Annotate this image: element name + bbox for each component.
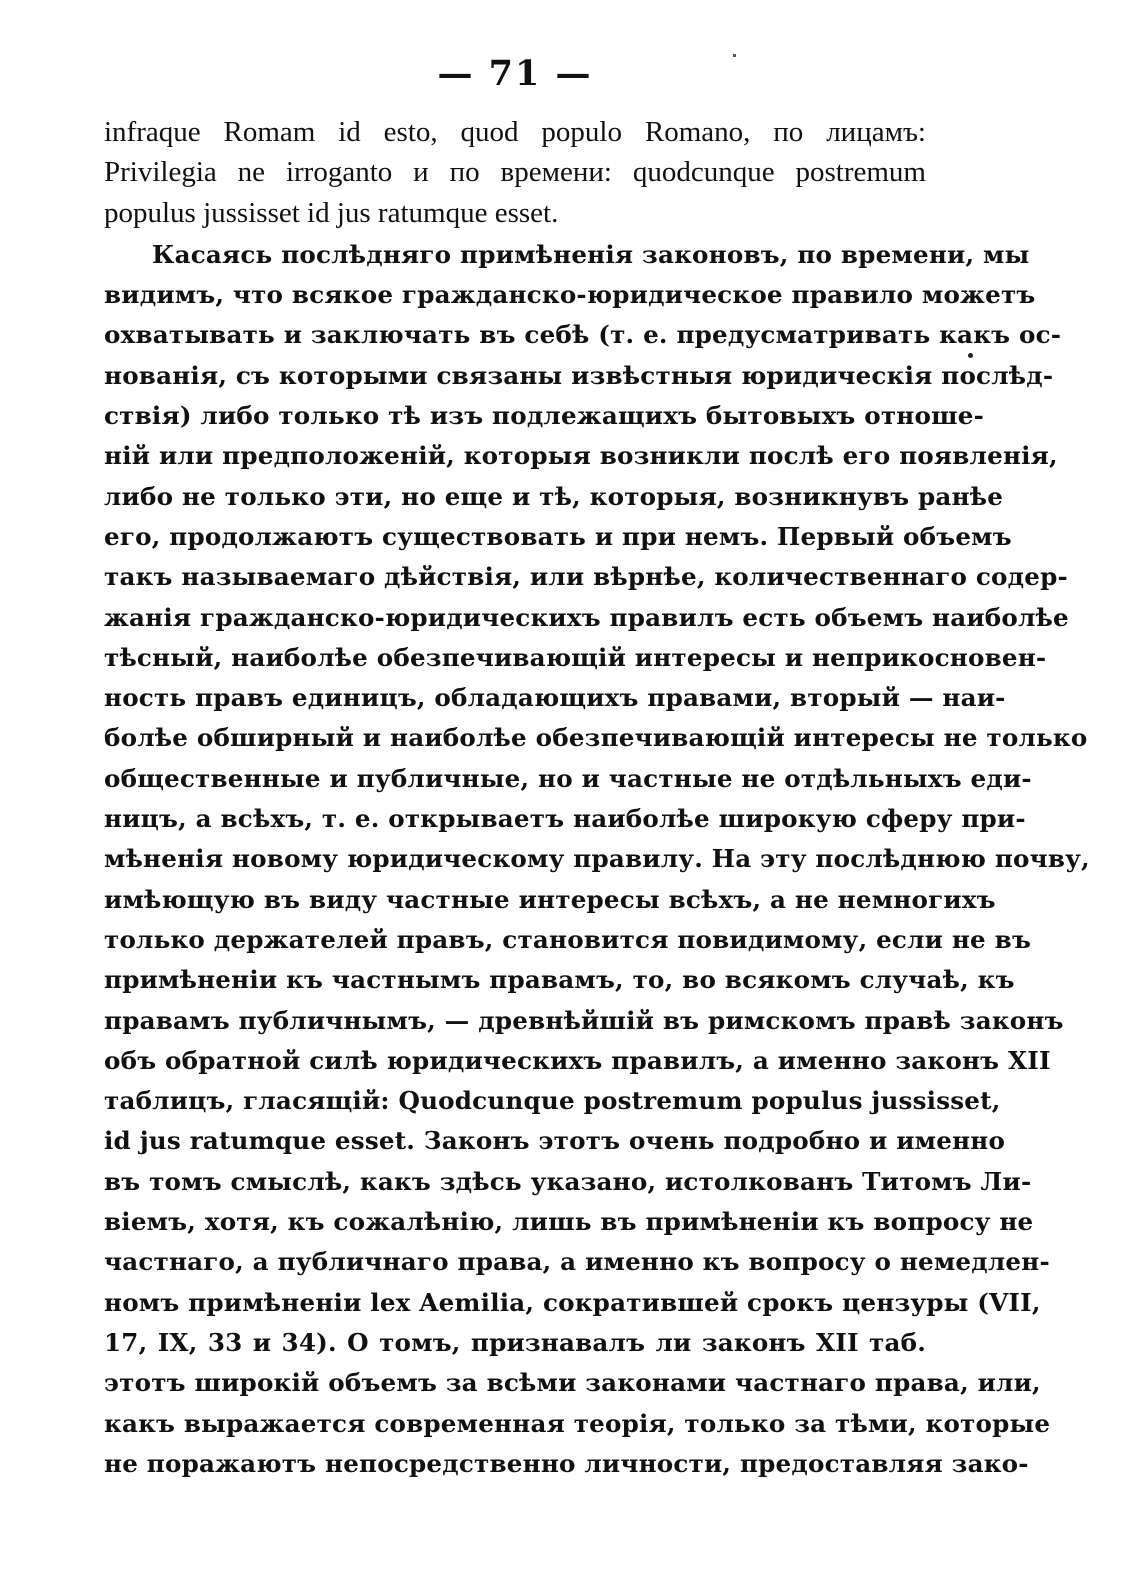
text-line: только держателей правъ, становится повидимому, если не въ [104, 924, 1032, 954]
text-line: 17, IX, 33 и 34). О томъ, признавалъ ли законъ XII таб. [104, 1327, 926, 1357]
text-line: віемъ, хотя, къ сожалѣнію, лишь въ примѣненіи къ вопросу не [104, 1207, 1034, 1237]
paragraph-2 [104, 235, 1090, 1484]
text-line: infraque Romam id esto, quod populo Romano, по лицамъ: [104, 116, 926, 148]
ink-speck [733, 54, 736, 57]
page-number: — 71 — [437, 53, 593, 94]
text-line: общественные и публичные, но и частные не отдѣльныхъ еди- [104, 763, 1032, 793]
text-line: ній или предположеній, которыя возникли послѣ его появленія, [104, 441, 1058, 471]
text-line: этотъ широкій объемъ за всѣми законами частнаго права, или, [104, 1368, 1041, 1398]
text-line: либо не только эти, но еще и тѣ, которыя, возникнувъ ранѣе [104, 481, 1004, 511]
paragraph-1 [104, 112, 926, 233]
ink-speck [968, 353, 973, 358]
text-line: объ обратной силѣ юридическихъ правилъ, а именно законъ XII [104, 1045, 1051, 1075]
text-line: въ томъ смыслѣ, какъ здѣсь указано, истолкованъ Титомъ Ли- [104, 1166, 1032, 1196]
text-line: id jus ratumque esset. Законъ этотъ очень подробно и именно [104, 1126, 1006, 1156]
text-line: частнаго, а публичнаго права, а именно къ вопросу о немедлен- [104, 1247, 1050, 1277]
text-line: ницъ, а всѣхъ, т. е. открываетъ наиболѣе широкую сферу при- [104, 804, 1026, 834]
text-line: мѣненія новому юридическому правилу. На эту послѣднюю почву, [104, 844, 1090, 874]
text-line: болѣе обширный и наиболѣе обезпечивающій интересы не только [104, 723, 1088, 753]
text-line: жанія гражданско-юридическихъ правилъ есть объемъ наиболѣе [104, 602, 1069, 632]
text-line: номъ примѣненіи lex Aemilia, сократившей срокъ цензуры (VII, [104, 1287, 1041, 1317]
text-line: таблицъ, гласящій: Quodcunque postremum populus jussisset, [104, 1086, 1001, 1116]
text-line: такъ называемаго дѣйствія, или вѣрнѣе, количественнаго содер- [104, 562, 1068, 592]
text-line: Privilegia ne irroganto и по времени: quodcunque postremum [104, 156, 926, 189]
text-line: ствія) либо только тѣ изъ подлежащихъ бытовыхъ отноше- [104, 401, 984, 431]
text-line: нованія, съ которыми связаны извѣстныя юридическія послѣд- [104, 360, 1054, 390]
text-line: видимъ, что всякое гражданско-юридическое правило можетъ [104, 280, 1036, 310]
text-line: какъ выражается современная теорія, только за тѣми, которые [104, 1408, 1051, 1438]
text-line: его, продолжаютъ существовать и при немъ. Первый объемъ [104, 521, 1012, 551]
text-line: populus jussisset id jus ratumque esset. [104, 196, 559, 229]
text-line: ность правъ единицъ, обладающихъ правами, вторый — наи- [104, 683, 1006, 713]
text-line: охватывать и заключать въ себѣ (т. е. предусматривать какъ ос- [104, 320, 1062, 350]
text-line: не поражаютъ непосредственно личности, предоставляя зако- [104, 1448, 1029, 1478]
book-page [104, 50, 1090, 1484]
text-line: примѣненіи къ частнымъ правамъ, то, во всякомъ случаѣ, къ [104, 965, 1015, 995]
text-line: правамъ публичнымъ, — древнѣйшій въ римскомъ правѣ законъ [104, 1005, 1064, 1035]
text-line: имѣющую въ виду частные интересы всѣхъ, а не немногихъ [104, 884, 996, 914]
text-line: Касаясь послѣдняго примѣненія законовъ, по времени, мы [152, 239, 1030, 269]
text-line: тѣсный, наиболѣе обезпечивающій интересы и неприкосновен- [104, 642, 1047, 672]
